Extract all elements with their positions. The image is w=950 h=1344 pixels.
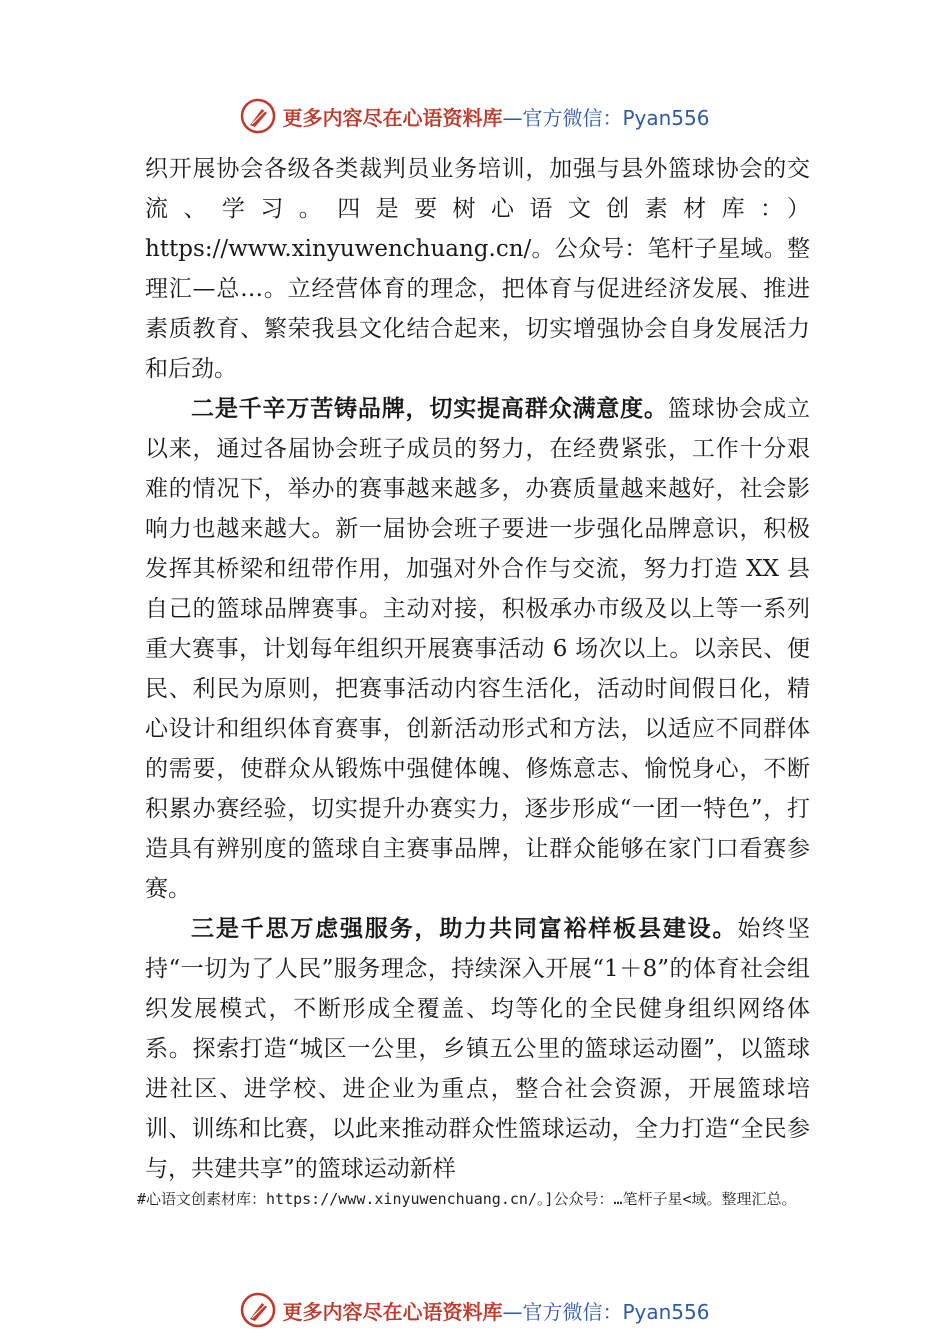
- paragraph-3-heading: 三是千思万虑强服务，助力共同富裕样板县建设。: [191, 915, 738, 942]
- pen-nib-circle-icon: [240, 1292, 276, 1328]
- paragraph-2-text: 篮球协会成立以来，通过各届协会班子成员的努力，在经费紧张，工作十分艰难的情况下，举办的赛事越来越多，办赛质量越来越好，社会影响力也越来越大。新一届协会班子要进一步强化品牌意识，积极发挥其桥梁和纽带作用，加强对外合作与交流，努力打造 XX 县自己的篮球品牌赛事。主动对接，积极承办市级及以上等一系列重大赛事，计划每年组织开展赛事活动 6 场次以上。以亲民、便民、利民为原则，把赛事活动内容生活化，活动时间假日化，精心设计和组织体育赛事，创新活动形式和方法，以适应不同群体的需要，使群众从锻炼中强健体魄、修炼意志、愉悦身心，不断积累办赛经验，切实提升办赛实力，逐步形成“一团一特色”，打造具有辨别度的篮球自主赛事品牌，让群众能够在家门口看赛参赛。: [145, 396, 811, 902]
- banner-wechat-text: —官方微信：Pyan556: [502, 105, 710, 130]
- document-body: [145, 149, 810, 1189]
- paragraph-2: [145, 389, 810, 909]
- paragraph-2-heading: 二是千辛万苦铸品牌，切实提高群众满意度。: [191, 395, 668, 422]
- banner-library-text: 更多内容尽在心语资料库: [282, 105, 503, 130]
- footer-note: #心语文创素材库：https://www.xinyuwenchuang.cn/。]公众号：…笔杆子星<域。整理汇总。: [137, 1190, 797, 1208]
- pen-nib-circle-icon: [240, 98, 276, 134]
- paragraph-3-text: 始终坚持“一切为了人民”服务理念，持续深入开展“1＋8”的体育社会组织发展模式，不断形成全覆盖、均等化的全民健身组织网络体系。探索打造“城区一公里，乡镇五公里的篮球运动圈”，以篮球进社区、进学校、进企业为重点，整合社会资源，开展篮球培训、训练和比赛，以此来推动群众性篮球运动，全力打造“全民参与，共建共享”的篮球运动新样: [145, 916, 811, 1182]
- banner-wechat-text: —官方微信：Pyan556: [502, 1299, 710, 1324]
- paragraph-1: 织开展协会各级各类裁判员业务培训，加强与县外篮球协会的交流、学习。四是要树心语文创素材库：）https://www.xinyuwenchuang.cn/。公众号：笔杆子星域。整理汇—总…。立经营体育的理念，把体育与促进经济发展、推进素质教育、繁荣我县文化结合起来，切实增强协会自身发展活力和后劲。: [145, 156, 810, 382]
- footer-banner: [0, 1288, 950, 1332]
- paragraph-3: [145, 909, 810, 1189]
- banner-library-text: 更多内容尽在心语资料库: [282, 1299, 503, 1324]
- header-banner: [0, 94, 950, 138]
